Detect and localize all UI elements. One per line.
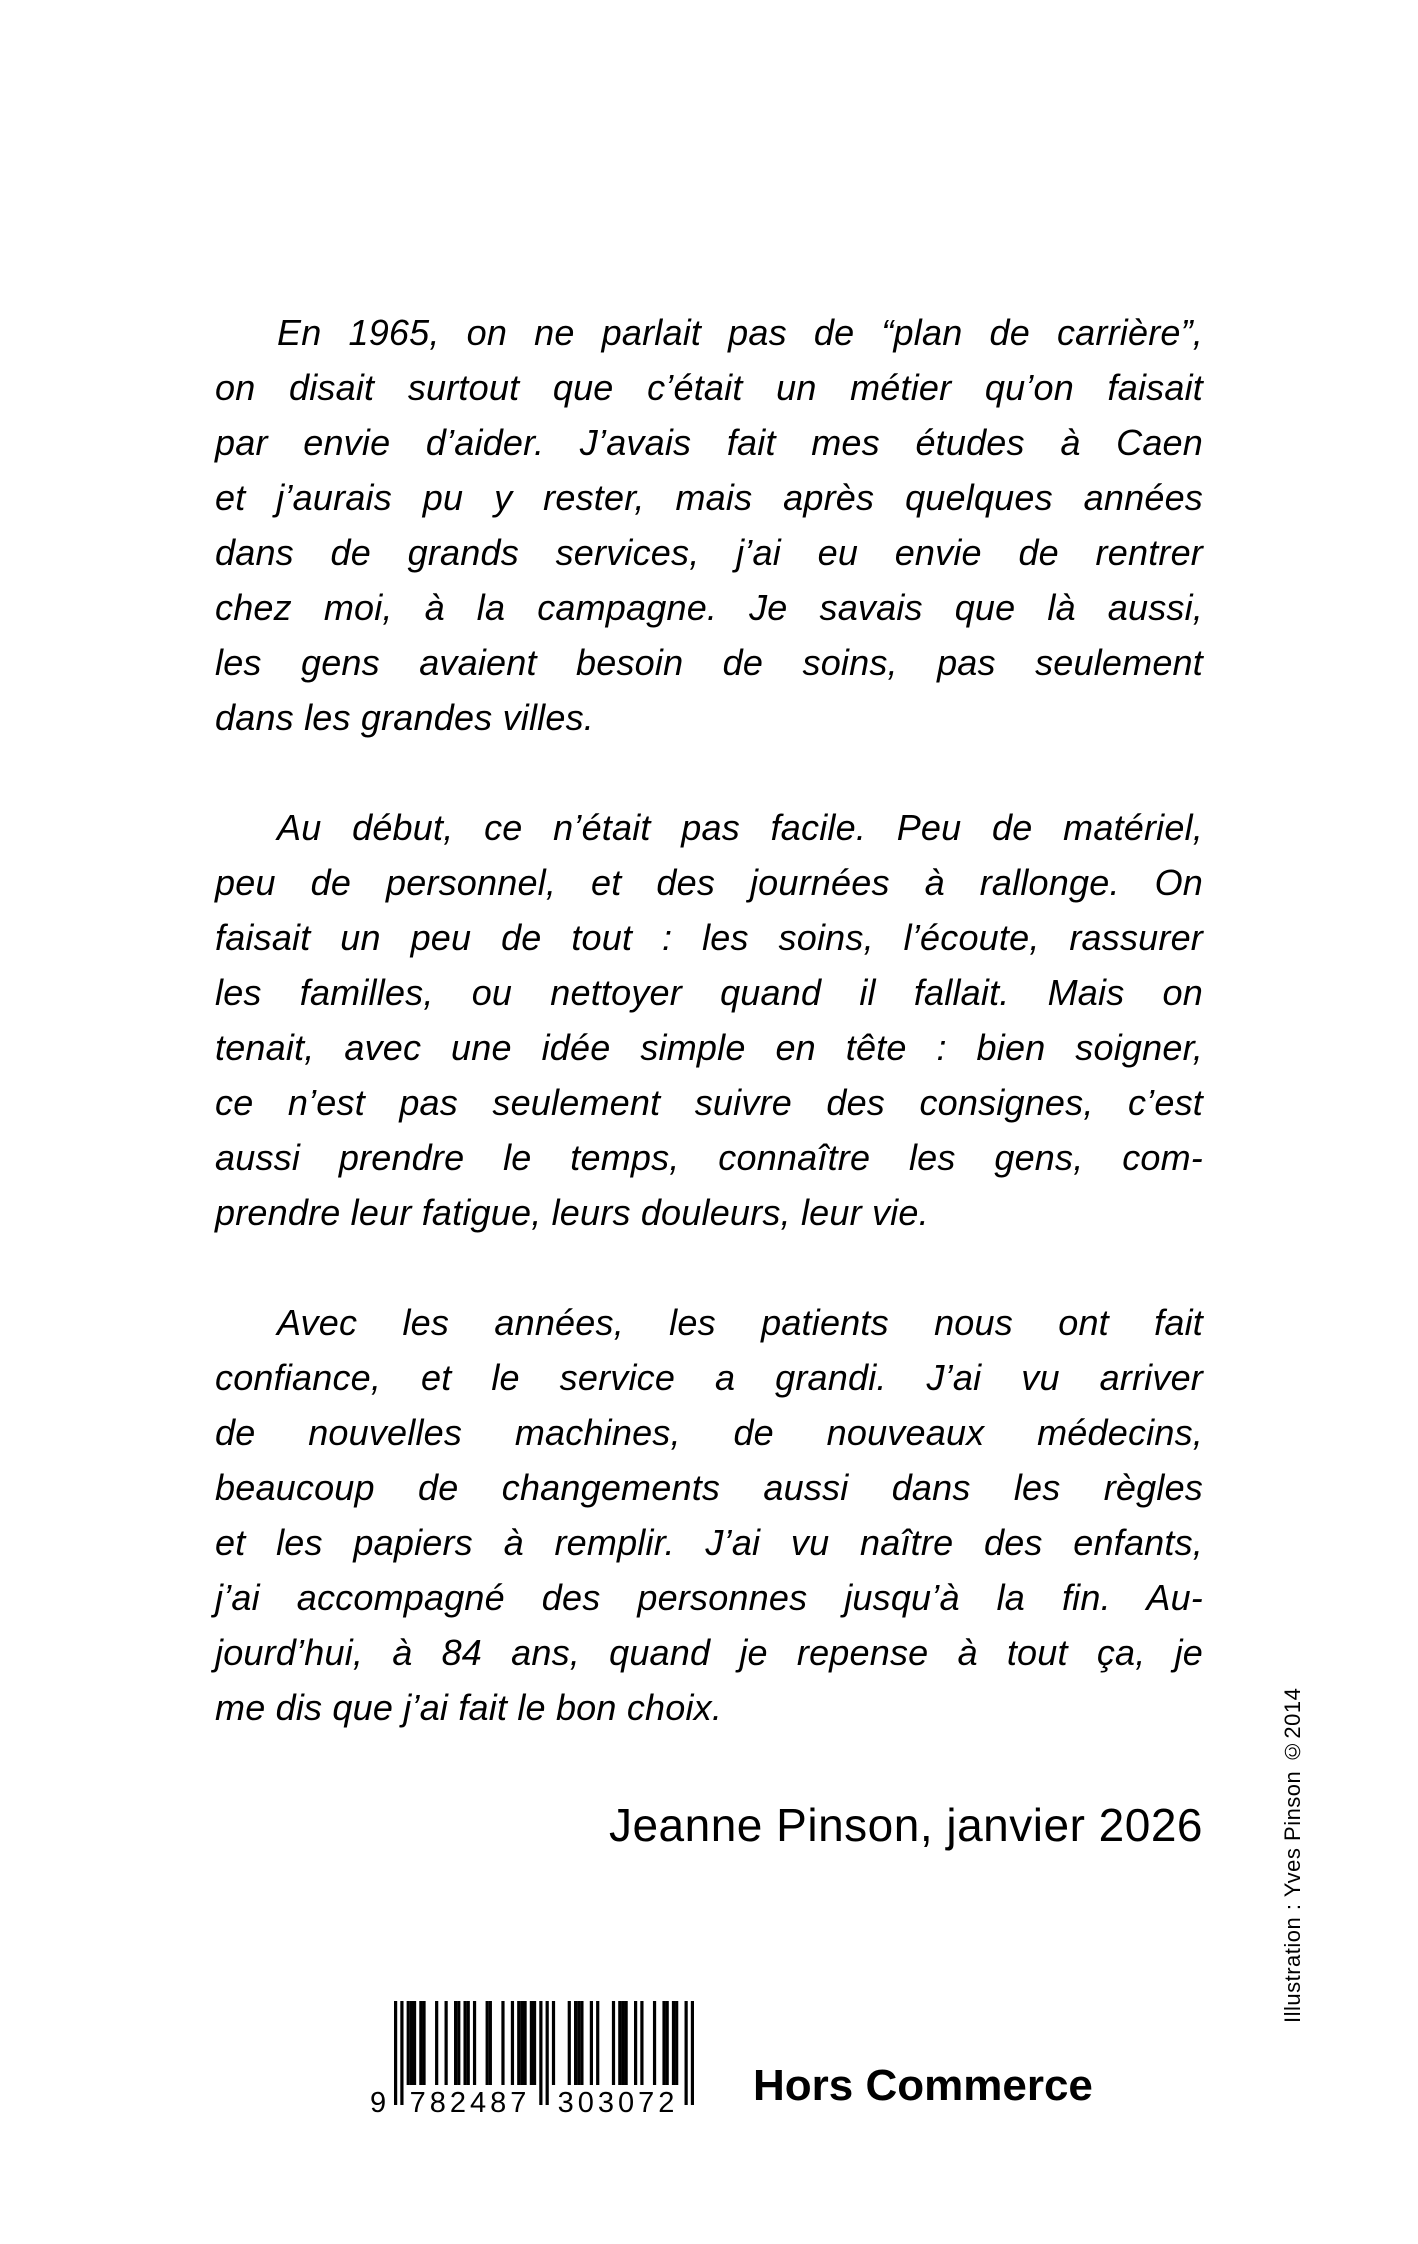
text-line: peu de personnel, et des journées à rallonge. On: [215, 862, 1203, 903]
text-line: aussi prendre le temps, connaître les gens, com-: [215, 1137, 1203, 1178]
text-line: par envie d’aider. J’avais fait mes études à Caen: [215, 422, 1203, 463]
text-line: et j’aurais pu y rester, mais après quelques années: [215, 477, 1203, 518]
text-line: me dis que j’ai fait le bon choix.: [215, 1687, 723, 1728]
signature: Jeanne Pinson, janvier 2026: [608, 1799, 1203, 1851]
text-line: En 1965, on ne parlait pas de “plan de carrière”,: [277, 312, 1203, 353]
text-line: les familles, ou nettoyer quand il fallait. Mais on: [215, 972, 1203, 1013]
text-line: chez moi, à la campagne. Je savais que là aussi,: [215, 587, 1203, 628]
isbn-left-digits: 782487: [409, 2087, 531, 2119]
text-line: confiance, et le service a grandi. J’ai vu arriver: [215, 1357, 1203, 1398]
imprint-label: Hors Commerce: [753, 2061, 1093, 2110]
text-line: tenait, avec une idée simple en tête : bien soigner,: [215, 1027, 1203, 1068]
text-line: de nouvelles machines, de nouveaux médecins,: [215, 1412, 1203, 1453]
text-line: Avec les années, les patients nous ont fait: [277, 1302, 1203, 1343]
paragraph: [215, 800, 1203, 1240]
text-line: on disait surtout que c’était un métier qu’on faisait: [215, 367, 1203, 408]
text-line: ce n’est pas seulement suivre des consignes, c’est: [215, 1082, 1203, 1123]
paragraph: [215, 1295, 1203, 1735]
body-text: [215, 305, 1203, 1735]
text-line: les gens avaient besoin de soins, pas seulement: [215, 642, 1203, 683]
text-line: j’ai accompagné des personnes jusqu’à la fin. Au-: [215, 1577, 1203, 1618]
isbn-lead-digit: 9: [370, 2087, 387, 2119]
text-line: dans de grands services, j’ai eu envie de rentrer: [215, 532, 1203, 573]
text-line: beaucoup de changements aussi dans les règles: [215, 1467, 1203, 1508]
illustration-credit: Illustration : Yves Pinson ©2014: [1280, 1687, 1305, 2023]
text-line: jourd’hui, à 84 ans, quand je repense à tout ça, je: [215, 1632, 1203, 1673]
text-line: Au début, ce n’était pas facile. Peu de matériel,: [277, 807, 1203, 848]
paragraph: [215, 305, 1203, 745]
text-line: faisait un peu de tout : les soins, l’écoute, rassurer: [215, 917, 1203, 958]
isbn-right-digits: 303072: [557, 2087, 679, 2119]
text-line: prendre leur fatigue, leurs douleurs, leur vie.: [215, 1192, 929, 1233]
isbn-barcode: [370, 2001, 700, 2131]
text-line: dans les grandes villes.: [215, 697, 595, 738]
text-line: et les papiers à remplir. J’ai vu naître des enfants,: [215, 1522, 1203, 1563]
